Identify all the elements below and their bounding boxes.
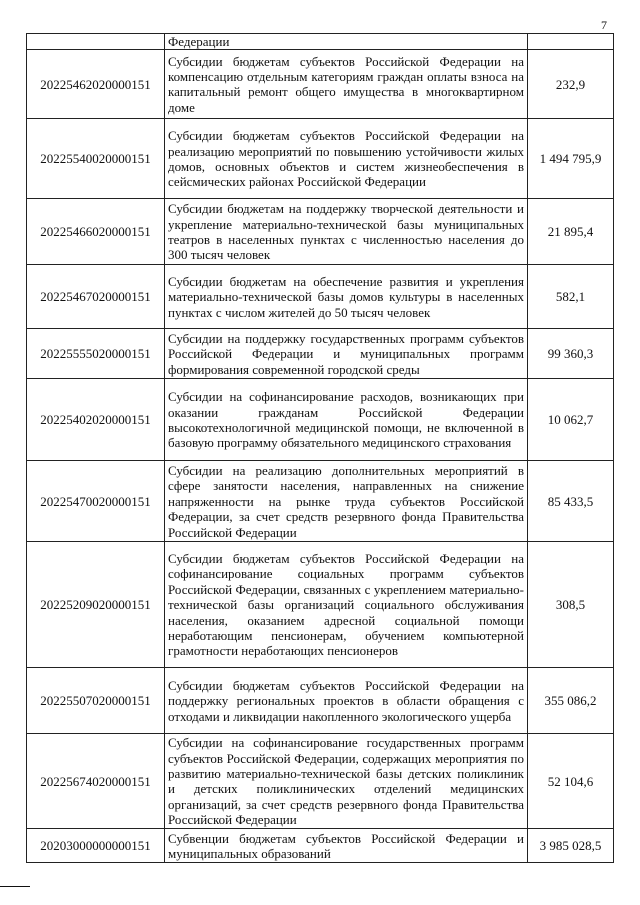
budget-description: Субсидии на реализацию дополнительных мероприятий в сфере занятости населения, направленных на снижение напряженности на рынке труда субъектов Российской Федерации, за счет средств резервного фонда Правительства Российской Федерации <box>165 461 528 542</box>
budget-description: Субсидии бюджетам субъектов Российской Федерации на поддержку региональных проектов в области обращения с отходами и ликвидации накопленного экологического ущерба <box>165 668 528 734</box>
table-row <box>27 461 614 542</box>
budget-description: Субсидии бюджетам на обеспечение развития и укрепления материально-технической базы домов культуры в населенных пунктах с числом жителей до 50 тысяч человек <box>165 265 528 329</box>
budget-description: Федерации <box>165 34 528 50</box>
budget-amount: 1 494 795,9 <box>528 119 614 199</box>
budget-code: 20225507020000151 <box>27 668 165 734</box>
table-row <box>27 119 614 199</box>
budget-description: Субсидии на софинансирование государственных программ субъектов Российской Федерации, содержащих мероприятия по развитию материально-технической базы детских поликлиник и детских поликлинических отделений медицинских организаций, за счет средств резервного фонда Правительства Российской Федерации <box>165 734 528 829</box>
table-row <box>27 265 614 329</box>
budget-description: Субсидии бюджетам субъектов Российской Федерации на компенсацию отдельным категориям граждан оплаты взноса на капитальный ремонт общего имущества в многоквартирном доме <box>165 50 528 119</box>
budget-amount: 3 985 028,5 <box>528 829 614 863</box>
table-row <box>27 199 614 265</box>
budget-amount: 355 086,2 <box>528 668 614 734</box>
budget-code <box>27 34 165 50</box>
budget-description: Субсидии на поддержку государственных программ субъектов Российской Федерации и муниципальных программ формирования современной городской среды <box>165 329 528 379</box>
budget-code: 20225467020000151 <box>27 265 165 329</box>
budget-amount: 232,9 <box>528 50 614 119</box>
page-number: 7 <box>601 18 607 32</box>
budget-description: Субсидии бюджетам субъектов Российской Федерации на софинансирование социальных программ субъектов Российской Федерации, связанных с укреплением материально-технической базы организаций социального обслуживания населения, оказанием адресной социальной помощи неработающим пенсионерам, обучением компьютерной грамотности неработающих пенсионеров <box>165 542 528 668</box>
table-row <box>27 542 614 668</box>
budget-description: Субсидии на софинансирование расходов, возникающих при оказании гражданам Российской Федерации высокотехнологичной медицинской помощи, не включенной в базовую программу обязательного медицинского страхования <box>165 379 528 461</box>
budget-amount: 308,5 <box>528 542 614 668</box>
budget-code: 20203000000000151 <box>27 829 165 863</box>
budget-amount: 582,1 <box>528 265 614 329</box>
budget-amount: 85 433,5 <box>528 461 614 542</box>
table-row <box>27 734 614 829</box>
budget-table <box>26 33 614 863</box>
budget-amount: 99 360,3 <box>528 329 614 379</box>
table-row <box>27 329 614 379</box>
budget-amount: 52 104,6 <box>528 734 614 829</box>
budget-code: 20225540020000151 <box>27 119 165 199</box>
budget-code: 20225402020000151 <box>27 379 165 461</box>
budget-code: 20225674020000151 <box>27 734 165 829</box>
footer-divider <box>0 886 30 887</box>
budget-code: 20225470020000151 <box>27 461 165 542</box>
table-row <box>27 668 614 734</box>
budget-description: Субсидии бюджетам субъектов Российской Федерации на реализацию мероприятий по повышению устойчивости жилых домов, основных объектов и систем жизнеобеспечения в сейсмических районах Российской Федерации <box>165 119 528 199</box>
budget-amount: 10 062,7 <box>528 379 614 461</box>
budget-code: 20225462020000151 <box>27 50 165 119</box>
budget-code: 20225209020000151 <box>27 542 165 668</box>
table-row <box>27 379 614 461</box>
budget-code: 20225466020000151 <box>27 199 165 265</box>
budget-description: Субсидии бюджетам на поддержку творческой деятельности и укрепление материально-технической базы муниципальных театров в населенных пунктах с численностью населения до 300 тысяч человек <box>165 199 528 265</box>
budget-amount: 21 895,4 <box>528 199 614 265</box>
table-row <box>27 50 614 119</box>
budget-amount <box>528 34 614 50</box>
budget-code: 20225555020000151 <box>27 329 165 379</box>
table-row <box>27 829 614 863</box>
budget-description: Субвенции бюджетам субъектов Российской Федерации и муниципальных образований <box>165 829 528 863</box>
table-row <box>27 34 614 50</box>
